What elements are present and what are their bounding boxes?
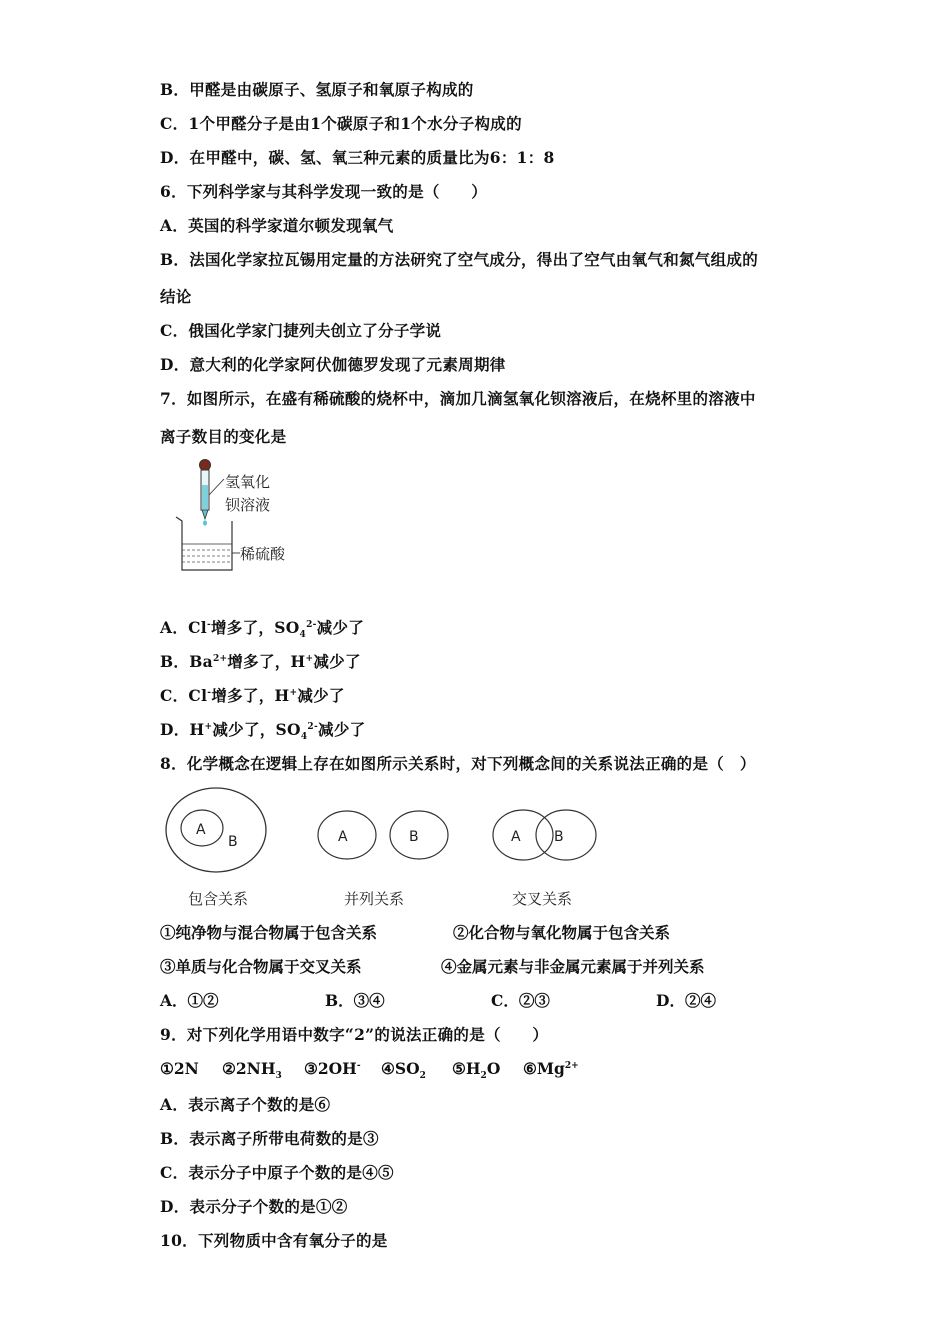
q5-option-d: D．在甲醛中，碳、氢、氧三种元素的质量比为6：1：8 (160, 148, 555, 167)
q8-option-d: D．②④ (656, 991, 716, 1010)
q6-option-a: A．英国的科学家道尔顿发现氧气 (160, 216, 394, 235)
parallel-label-a: A (338, 829, 348, 845)
intersection-diagram (493, 810, 596, 860)
intersection-label-b: B (554, 829, 564, 845)
beaker-dropper-figure (168, 455, 308, 580)
q10-stem: 10．下列物质中含有氧分子的是 (160, 1231, 388, 1250)
set-relations-figure (158, 782, 618, 914)
q5-option-b: B．甲醛是由碳原子、氢原子和氧原子构成的 (160, 80, 474, 99)
q6-option-b-line1: B．法国化学家拉瓦锡用定量的方法研究了空气成分，得出了空气由氧气和氮气组成的 (160, 250, 759, 269)
parallel-label-b: B (409, 829, 419, 845)
intersection-label-a: A (511, 829, 521, 845)
q8-statement-1: ①纯净物与混合物属于包含关系 (160, 923, 378, 942)
q9-item-3: ③2OH- (304, 1059, 361, 1078)
q8-statement-2: ②化合物与氧化物属于包含关系 (453, 923, 671, 942)
q6-option-b-line2: 结论 (160, 287, 192, 306)
caption-parallel: 并列关系 (344, 890, 405, 908)
q6-option-d: D．意大利的化学家阿伏伽德罗发现了元素周期律 (160, 355, 506, 374)
q7-stem-line1: 7．如图所示，在盛有稀硫酸的烧杯中，滴加几滴氢氧化钡溶液后，在烧杯里的溶液中 (160, 389, 756, 408)
q6-option-c: C．俄国化学家门捷列夫创立了分子学说 (160, 321, 442, 340)
q9-item-6: $⑥Mg^{2+}$ (523, 1059, 579, 1078)
beaker-label: 稀硫酸 (240, 545, 286, 563)
q9-option-c: C．表示分子中原子个数的是④⑤ (160, 1163, 394, 1182)
caption-intersection: 交叉关系 (512, 890, 573, 908)
containment-label-a: A (196, 822, 206, 838)
parallel-diagram (318, 811, 448, 859)
dropper-label-1: 氢氧化 (225, 473, 271, 491)
q9-item-2: $②2NH_3$ (222, 1059, 282, 1082)
q9-option-a: A．表示离子个数的是⑥ (160, 1095, 331, 1114)
q7-option-d: D．H+减少了，$SO_4^{2-}$减少了 (160, 720, 366, 743)
q9-option-d: D．表示分子个数的是①② (160, 1197, 348, 1216)
q7-option-b: B．$Ba^{2+}$增多了，H+减少了 (160, 652, 361, 671)
containment-diagram (166, 788, 266, 872)
q9-item-4: $④SO_2$ (381, 1059, 426, 1082)
q8-stem: 8．化学概念在逻辑上存在如图所示关系时，对下列概念间的关系说法正确的是（ ） (160, 754, 756, 773)
beaker-icon (176, 517, 240, 570)
q9-stem: 9．对下列化学用语中数字“2”的说法正确的是（ ） (160, 1025, 549, 1044)
caption-containment: 包含关系 (188, 890, 249, 908)
q5-option-c: C．1个甲醛分子是由1个碳原子和1个水分子构成的 (160, 114, 522, 133)
dropper-icon (200, 460, 225, 526)
containment-label-b: B (228, 834, 238, 850)
q8-option-c: C．②③ (491, 991, 550, 1010)
q8-option-b: B．③④ (325, 991, 385, 1010)
q7-option-a: A．Cl-增多了，$SO_4^{2-}$减少了 (160, 618, 365, 641)
q8-option-a: A．①② (160, 991, 219, 1010)
dropper-label-2: 钡溶液 (225, 496, 271, 514)
q9-item-5: $⑤H_2O$ (452, 1059, 501, 1082)
q9-item-1: ①2N (160, 1059, 199, 1078)
q8-statement-3: ③单质与化合物属于交叉关系 (160, 957, 362, 976)
q9-option-b: B．表示离子所带电荷数的是③ (160, 1129, 379, 1148)
q6-stem: 6．下列科学家与其科学发现一致的是（ ） (160, 182, 488, 201)
q8-statement-4: ④金属元素与非金属元素属于并列关系 (441, 957, 705, 976)
q7-option-c: C．Cl-增多了，H+减少了 (160, 686, 345, 705)
q7-stem-line2: 离子数目的变化是 (160, 427, 287, 446)
